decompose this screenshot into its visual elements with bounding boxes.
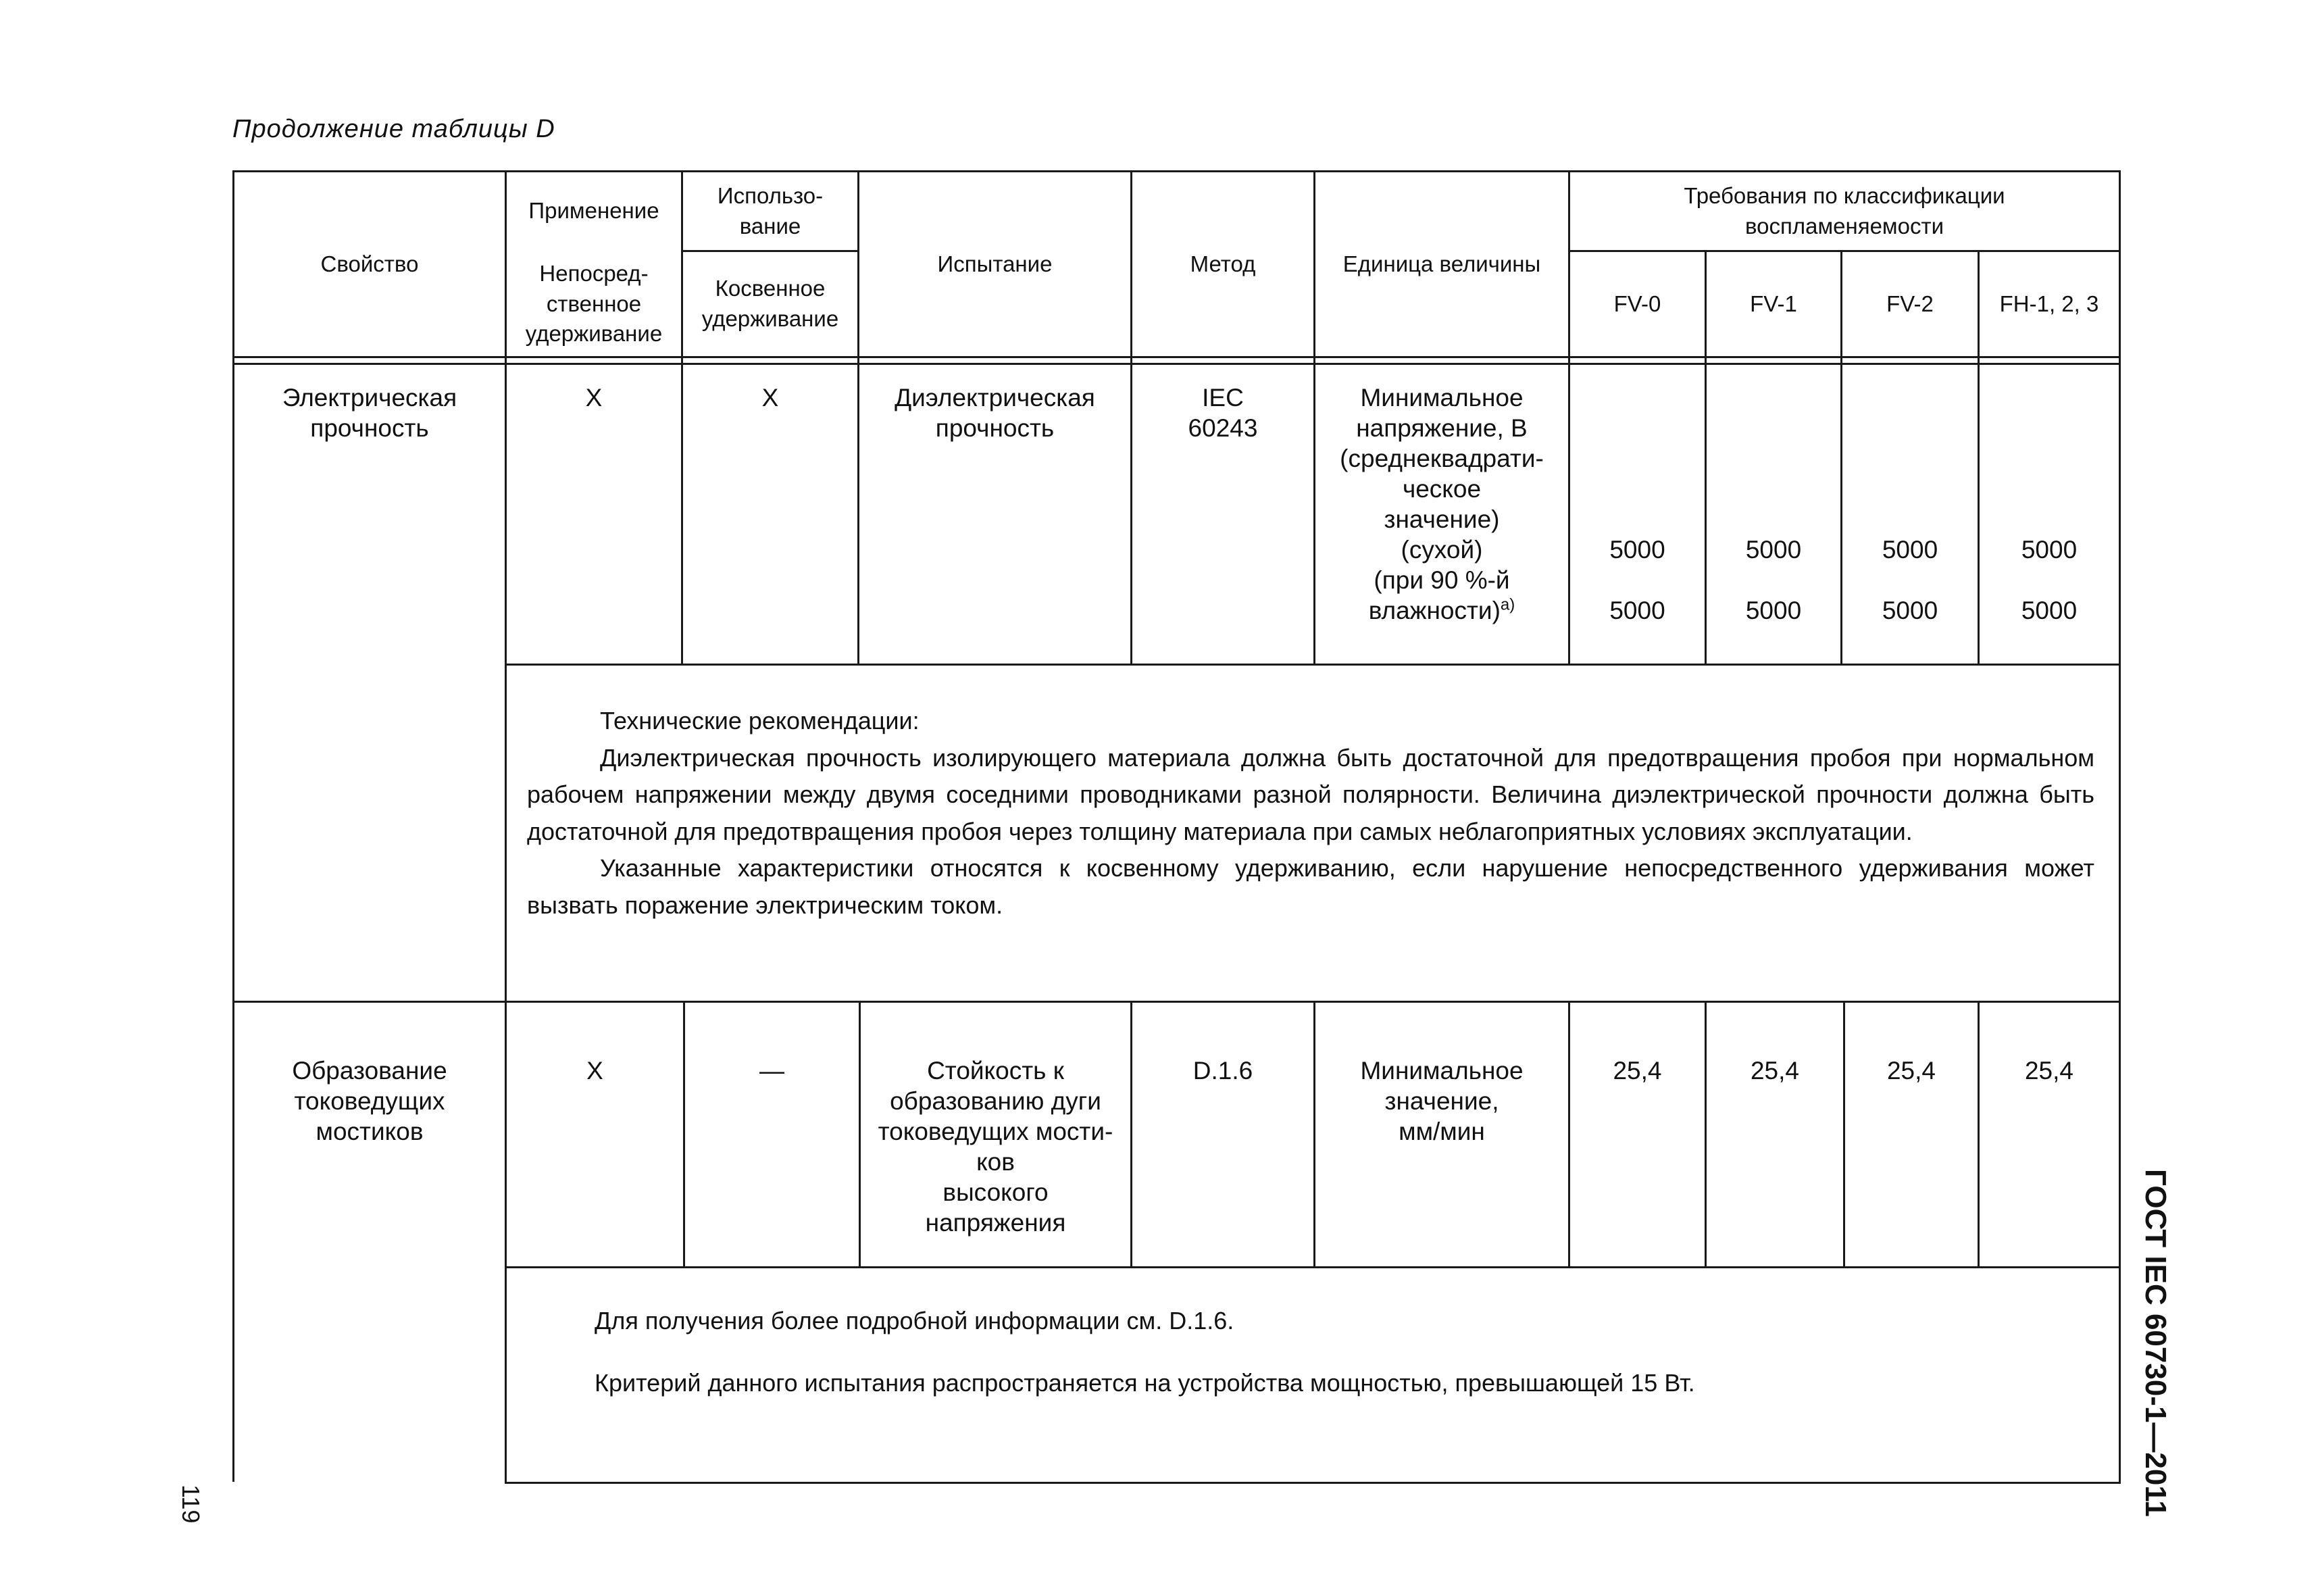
header-application: Применение — [528, 198, 659, 224]
header-requirements: Требования по классификации воспламеняемости — [1684, 182, 2005, 239]
grid-line — [1705, 1001, 1707, 1267]
header-property: Свойство — [320, 251, 419, 276]
row1-humid-fv2: 5000 — [1882, 597, 1938, 624]
row1-method: IEC 60243 — [1188, 384, 1258, 442]
row1-unit: Минимальное напряжение, В (среднеквадрати- ческое значение) (сухой) (при 90 %-й влажности)$^{a)}$ — [1340, 384, 1544, 624]
header-test: Испытание — [937, 251, 1053, 276]
row2-property: Образование токоведущих мостиков — [292, 1057, 447, 1145]
row1-dry-fv0: 5000 — [1609, 536, 1665, 564]
row2-fv0: 25,4 — [1613, 1057, 1662, 1084]
row2-indirect-mark: — — [759, 1057, 784, 1084]
grid-line — [506, 1482, 2121, 1484]
row1-dry-fh: 5000 — [2021, 536, 2078, 564]
header-usage: Использо- вание — [717, 182, 824, 239]
row1-humid-fh: 5000 — [2021, 597, 2078, 624]
row1-humid-fv1: 5000 — [1745, 597, 1802, 624]
grid-line — [232, 363, 2121, 365]
grid-line — [1978, 1001, 1980, 1267]
row1-property: Электрическая прочность — [282, 384, 457, 442]
row2-method: D.1.6 — [1192, 1057, 1253, 1084]
row2-test: Стойкость к образованию дуги токоведущих мости- ков высокого напряжения — [878, 1057, 1113, 1237]
row1-direct-mark: X — [585, 384, 603, 412]
row1-dry-fv1: 5000 — [1745, 536, 1802, 564]
grid-line — [232, 356, 2121, 358]
row1-test: Диэлектрическая прочность — [895, 384, 1095, 442]
grid-line — [1843, 1001, 1845, 1267]
recommendations-heading: Технические рекомендации: — [600, 707, 920, 734]
header-unit: Единица величины — [1342, 251, 1541, 276]
row2-note: Для получения более подробной информации см. D.1.6. — [595, 1307, 1234, 1335]
row2-note: Критерий данного испытания распространяется на устройства мощностью, превышающей 15 Вт. — [595, 1369, 1695, 1397]
row1-humid-fv0: 5000 — [1609, 597, 1665, 624]
grid-line — [2119, 170, 2121, 1484]
grid-line — [505, 170, 507, 1484]
recommendations-paragraph: Указанные характеристики относятся к косвенному удерживанию, если нарушение непосредственного удерживания может вызвать поражение электрическим током. — [527, 854, 2094, 919]
header-class-fv2: FV-2 — [1886, 291, 1934, 316]
grid-line — [232, 1001, 2121, 1003]
table-caption: Продолжение таблицы D — [232, 115, 555, 143]
header-class-fv1: FV-1 — [1750, 291, 1797, 316]
technical-recommendations — [527, 703, 2094, 924]
grid-line — [1568, 1001, 1570, 1267]
grid-line — [683, 1001, 685, 1267]
row2-fh: 25,4 — [2024, 1057, 2073, 1084]
row2-fv1: 25,4 — [1750, 1057, 1799, 1084]
recommendations-paragraph: Диэлектрическая прочность изолирующего материала должна быть достаточной для предотвращения пробоя при нормальном рабочем напряжении между двумя соседними проводниками разной полярности. Величина диэлектрической прочности должна быть достаточной для предотвращения пробоя через толщину материала при самых неблагоприятных условиях эксплуатации. — [527, 743, 2094, 845]
grid-line — [232, 170, 234, 1482]
header-class-fh: FH-1, 2, 3 — [1999, 291, 2099, 316]
grid-line — [1130, 1001, 1132, 1267]
row2-direct-mark: X — [586, 1057, 603, 1084]
header-class-fv0: FV-0 — [1613, 291, 1661, 316]
row1-dry-fv2: 5000 — [1882, 536, 1938, 564]
header-direct: Непосред- ственное удерживание — [525, 260, 663, 347]
header-indirect: Косвенное удерживание — [701, 276, 839, 331]
page-number: 119 — [177, 1485, 205, 1524]
row2-fv2: 25,4 — [1886, 1057, 1936, 1084]
header-method: Метод — [1190, 251, 1256, 276]
row2-unit: Минимальное значение, мм/мин — [1360, 1057, 1524, 1145]
footnote-mark: a) — [1500, 595, 1515, 614]
row1-indirect-mark: X — [761, 384, 779, 412]
standard-designation: ГОСТ IEC 60730-1—2011 — [2139, 1169, 2172, 1517]
